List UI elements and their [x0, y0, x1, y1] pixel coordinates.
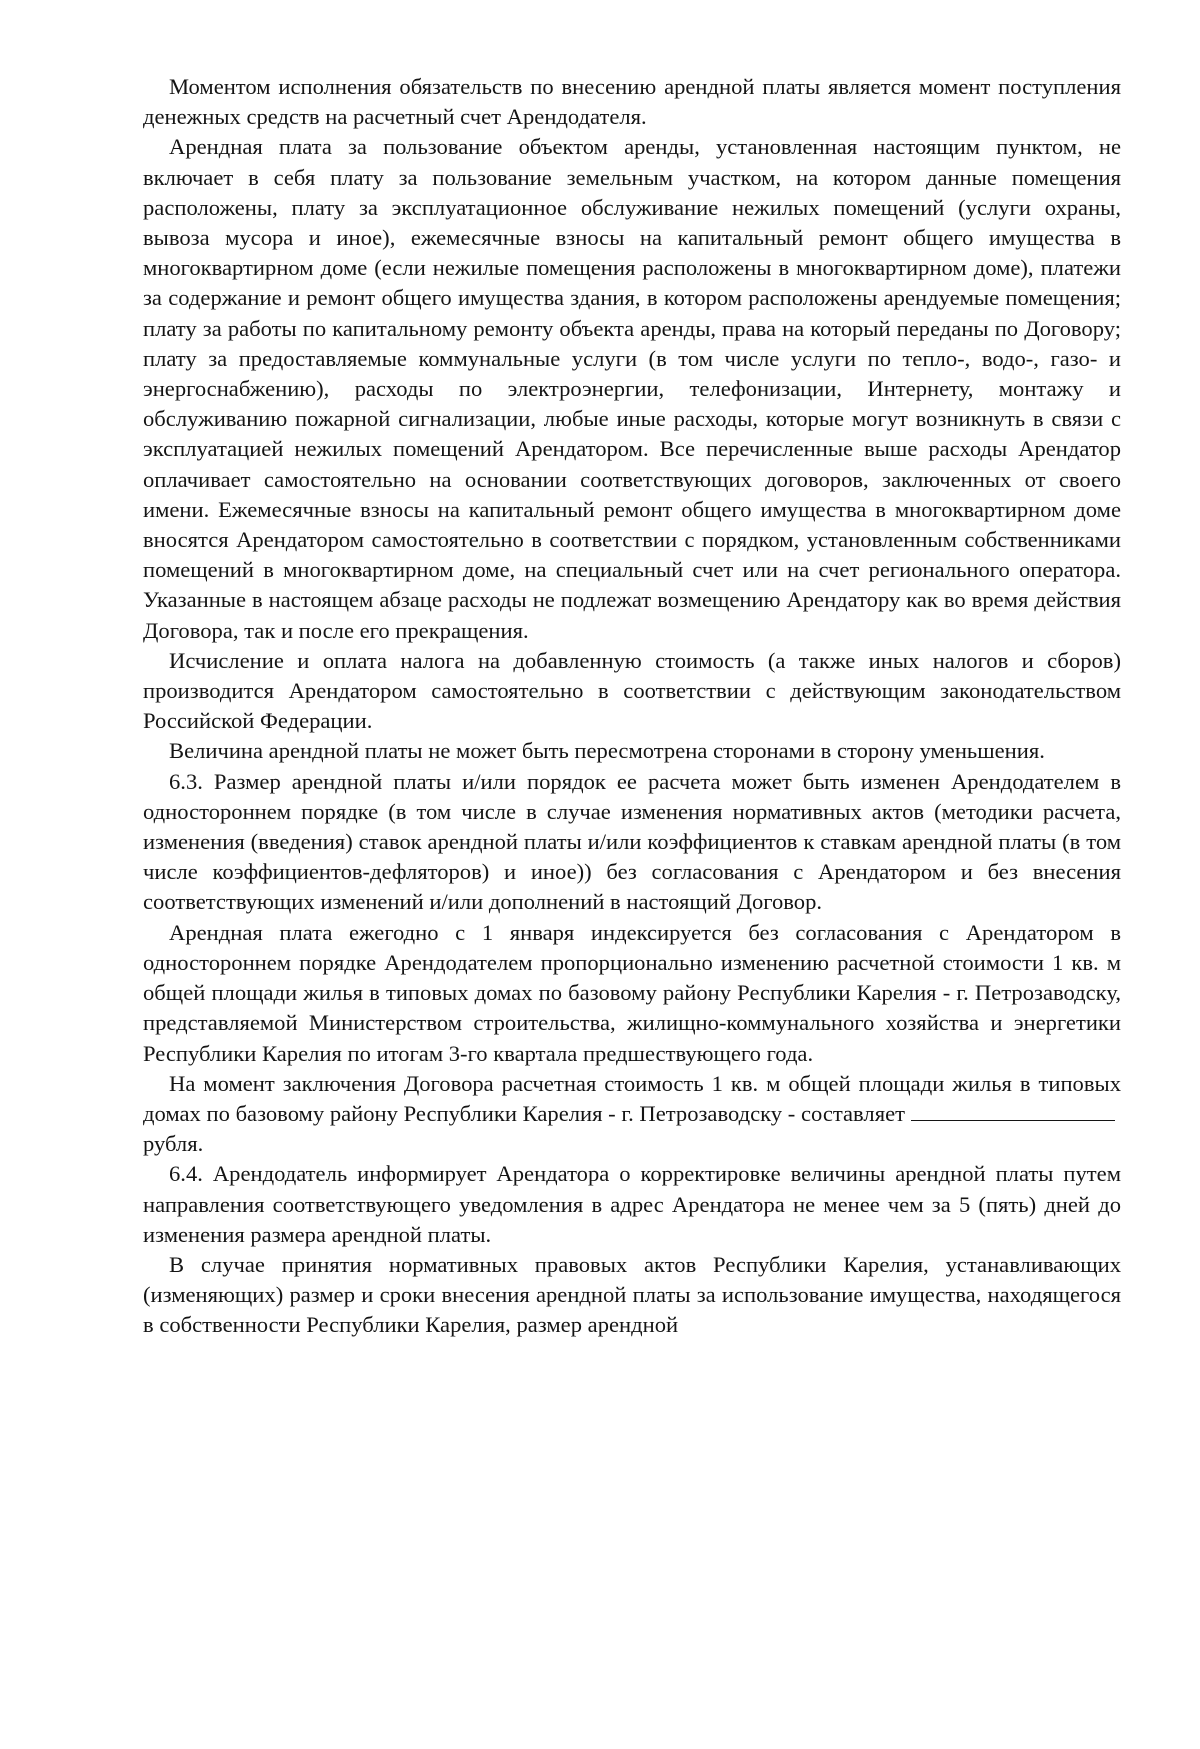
paragraph-regulatory-acts: В случае принятия нормативных правовых актов Республики Карелия, устанавливающих (изменяющих) размер и сроки внесения арендной платы за использование имущества, находящегося в собственности Республики Карелия, размер арендной	[143, 1251, 1121, 1338]
blank-amount-line	[911, 1100, 1115, 1121]
paragraph-section-6-4: 6.4. Арендодатель информирует Арендатора о корректировке величины арендной платы путем направления соответствующего уведомления в адрес Арендатора не менее чем за 5 (пять) дней до изменения размера арендной платы.	[143, 1161, 1121, 1247]
paragraph-payment-moment: Моментом исполнения обязательств по внесению арендной платы является момент поступления денежных средств на расчетный счет Арендодателя.	[143, 74, 1121, 130]
cost-unit: рубля.	[143, 1131, 204, 1157]
paragraph-no-decrease: Величина арендной платы не может быть пересмотрена сторонами в сторону уменьшения.	[169, 738, 1045, 764]
document-page	[143, 72, 1121, 1341]
paragraph-indexation: Арендная плата ежегодно с 1 января индексируется без согласования с Арендатором в одностороннем порядке Арендодателем пропорционально изменению расчетной стоимости 1 кв. м общей площади жилья в типовых домах по базовому району Республики Карелия - г. Петрозаводску, представляемой Министерством строительства, жилищно-коммунального хозяйства и энергетики Республики Карелия по итогам 3-го квартала предшествующего года.	[143, 919, 1121, 1066]
paragraph-section-6-3: 6.3. Размер арендной платы и/или порядок ее расчета может быть изменен Арендодателем в одностороннем порядке (в том числе в случае изменения нормативных актов (методики расчета, изменения (введения) ставок арендной платы и/или коэффициентов к ставкам арендной платы (в том числе коэффициентов-дефляторов) и иное)) без согласования с Арендатором и без внесения соответствующих изменений и/или дополнений в настоящий Договор.	[143, 768, 1121, 915]
paragraph-rent-exclusions: Арендная плата за пользование объектом аренды, установленная настоящим пунктом, не включает в себя плату за пользование земельным участком, на котором данные помещения расположены, плату за эксплуатационное обслуживание нежилых помещений (услуги охраны, вывоза мусора и иное), ежемесячные взносы на капитальный ремонт общего имущества в многоквартирном доме (если нежилые помещения расположены в многоквартирном доме), платежи за содержание и ремонт общего имущества здания, в котором расположены арендуемые помещения; плату за работы по капитальному ремонту объекта аренды, права на который переданы по Договору; плату за предоставляемые коммунальные услуги (в том числе услуги по тепло-, водо-, газо- и энергоснабжению), расходы по электроэнергии, телефонизации, Интернету, монтажу и обслуживанию пожарной сигнализации, любые иные расходы, которые могут возникнуть в связи с эксплуатацией нежилых помещений Арендатором. Все перечисленные выше расходы Арендатор оплачивает самостоятельно на основании соответствующих договоров, заключенных от своего имени. Ежемесячные взносы на капитальный ремонт общего имущества в многоквартирном доме вносятся Арендатором самостоятельно в соответствии с порядком, установленным собственниками помещений в многоквартирном доме, на специальный счет или на счет регионального оператора. Указанные в настоящем абзаце расходы не подлежат возмещению Арендатору как во время действия Договора, так и после его прекращения.	[143, 134, 1121, 643]
paragraph-vat: Исчисление и оплата налога на добавленную стоимость (а также иных налогов и сборов) производится Арендатором самостоятельно в соответствии с действующим законодательством Российской Федерации.	[143, 647, 1121, 734]
paragraph-cost-per-sqm	[143, 1069, 1121, 1160]
cost-text: На момент заключения Договора расчетная стоимость 1 кв. м общей площади жилья в типовых домах по базовому району Республики Карелия - г. Петрозаводску - составляет	[143, 1070, 1121, 1126]
